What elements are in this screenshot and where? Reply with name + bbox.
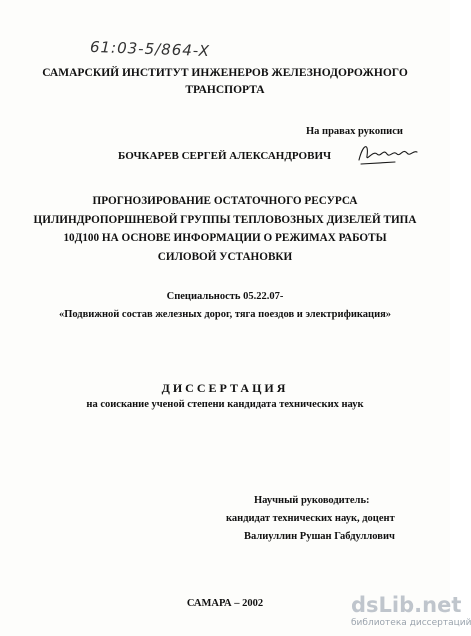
dissertation-heading: ДИССЕРТАЦИЯ	[161, 381, 289, 395]
supervisor-label: Научный руководитель:	[254, 495, 370, 506]
title-line-1: ПРОГНОЗИРОВАНИЕ ОСТАТОЧНОГО РЕСУРСА	[92, 195, 358, 207]
title-line-2: ЦИЛИНДРОПОРШНЕВОЙ ГРУППЫ ТЕПЛОВОЗНЫХ ДИЗЕЛЕЙ ТИПА	[33, 214, 417, 226]
watermark-subtitle: библиотека диссертаций	[351, 618, 471, 628]
specialty-code: Специальность 05.22.07-	[166, 291, 284, 302]
title-line-4: СИЛОВОЙ УСТАНОВКИ	[157, 251, 293, 263]
supervisor-name: Валиуллин Рушан Габдуллович	[244, 531, 395, 542]
city-year: САМАРА – 2002	[186, 598, 264, 609]
archive-number: 61:03-5/864-X	[89, 37, 211, 61]
watermark-name: dsLib.net	[351, 593, 462, 617]
author-name: БОЧКАРЕВ СЕРГЕЙ АЛЕКСАНДРОВИЧ	[118, 150, 332, 162]
institute-line-2: ТРАНСПОРТА	[185, 84, 265, 96]
supervisor-degree: кандидат технических наук, доцент	[226, 513, 395, 524]
institute-line-1: САМАРСКИЙ ИНСТИТУТ ИНЖЕНЕРОВ ЖЕЛЕЗНОДОРОЖНОГО	[42, 67, 408, 79]
dissertation-subtitle: на соискание ученой степени кандидата технических наук	[86, 399, 364, 410]
rights-notice: На правах рукописи	[306, 126, 403, 137]
title-line-3: 10Д100 НА ОСНОВЕ ИНФОРМАЦИИ О РЕЖИМАХ РАБОТЫ	[63, 232, 387, 244]
signature-icon	[355, 138, 425, 168]
watermark	[351, 593, 471, 631]
specialty-name: «Подвижной состав железных дорог, тяга поездов и электрификация»	[58, 309, 392, 320]
